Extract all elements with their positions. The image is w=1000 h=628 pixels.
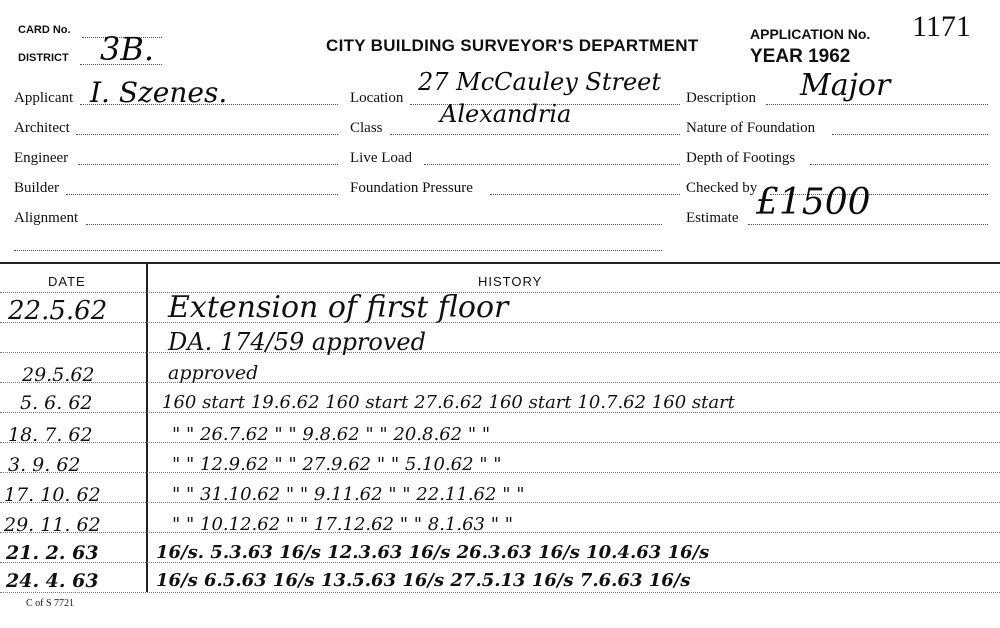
row-rule [0, 352, 1000, 353]
applicant-label: Applicant [14, 90, 74, 106]
history-date: 29. 11. 62 [4, 514, 101, 536]
location-value-street: 27 McCauley Street [418, 68, 661, 96]
estimate-line [748, 224, 988, 225]
description-line [766, 104, 988, 105]
date-column-divider [146, 262, 148, 592]
location-value-suburb: Alexandria [440, 100, 572, 128]
nature-label: Nature of Foundation [686, 120, 816, 136]
history-date: 29.5.62 [22, 364, 95, 386]
depth-line [810, 164, 988, 165]
row-rule [0, 592, 1000, 593]
depth-label: Depth of Footings [686, 150, 796, 166]
checked-label: Checked by [686, 180, 758, 196]
date-header: DATE [48, 274, 86, 289]
location-label: Location [350, 90, 404, 106]
nature-line [832, 134, 988, 135]
history-text: Extension of first floor [168, 290, 509, 325]
history-text: " " 10.12.62 " " 17.12.62 " " 8.1.63 " " [172, 514, 514, 535]
row-rule [0, 442, 1000, 443]
estimate-label: Estimate [686, 210, 739, 226]
district-value: 3B. [100, 30, 155, 68]
class-line [390, 134, 680, 135]
history-date: 21. 2. 63 [6, 542, 99, 564]
history-text: 16/s. 5.3.63 16/s 12.3.63 16/s 26.3.63 16/s 10.4.63 16/s [156, 542, 710, 563]
description-value: Major [800, 68, 891, 103]
application-label: APPLICATION No. [750, 26, 871, 42]
history-text: " " 12.9.62 " " 27.9.62 " " 5.10.62 " " [172, 454, 502, 475]
live-load-label: Live Load [350, 150, 413, 166]
history-text: " " 31.10.62 " " 9.11.62 " " 22.11.62 " " [172, 484, 525, 505]
engineer-label: Engineer [14, 150, 69, 166]
year-label: YEAR 1962 [750, 46, 851, 67]
foundation-pressure-label: Foundation Pressure [350, 180, 473, 196]
architect-label: Architect [14, 120, 70, 136]
engineer-line [78, 164, 338, 165]
live-load-line [424, 164, 680, 165]
row-rule [0, 382, 1000, 383]
history-date: 5. 6. 62 [20, 392, 93, 414]
class-label: Class [350, 120, 383, 136]
history-text: DA. 174/59 approved [168, 328, 426, 356]
application-number: 1171 [912, 10, 971, 43]
builder-line [66, 194, 338, 195]
history-date: 24. 4. 63 [6, 570, 99, 592]
history-date: 18. 7. 62 [8, 424, 93, 446]
history-header: HISTORY [478, 274, 543, 289]
history-date: 3. 9. 62 [8, 454, 81, 476]
history-top-rule [0, 262, 1000, 264]
department-title: CITY BUILDING SURVEYOR'S DEPARTMENT [326, 36, 699, 55]
blank-line [14, 250, 662, 251]
history-text: 160 start 19.6.62 160 start 27.6.62 160 start 10.7.62 160 start [162, 392, 735, 413]
history-date: 22.5.62 [8, 296, 108, 326]
history-text: " " 26.7.62 " " 9.8.62 " " 20.8.62 " " [172, 424, 491, 445]
card-no-label: CARD No. [18, 24, 71, 36]
history-date: 17. 10. 62 [4, 484, 101, 506]
alignment-label: Alignment [14, 210, 79, 226]
architect-line [76, 134, 338, 135]
estimate-value: £1500 [756, 182, 871, 223]
builder-label: Builder [14, 180, 59, 196]
foundation-pressure-line [490, 194, 680, 195]
history-text: 16/s 6.5.63 16/s 13.5.63 16/s 27.5.13 16/s 7.6.63 16/s [156, 570, 691, 591]
alignment-line [86, 224, 662, 225]
description-label: Description [686, 90, 756, 106]
form-code: C of S 7721 [26, 598, 75, 609]
district-label: DISTRICT [18, 52, 69, 64]
history-text: approved [168, 362, 259, 384]
applicant-value: I. Szenes. [90, 76, 228, 109]
